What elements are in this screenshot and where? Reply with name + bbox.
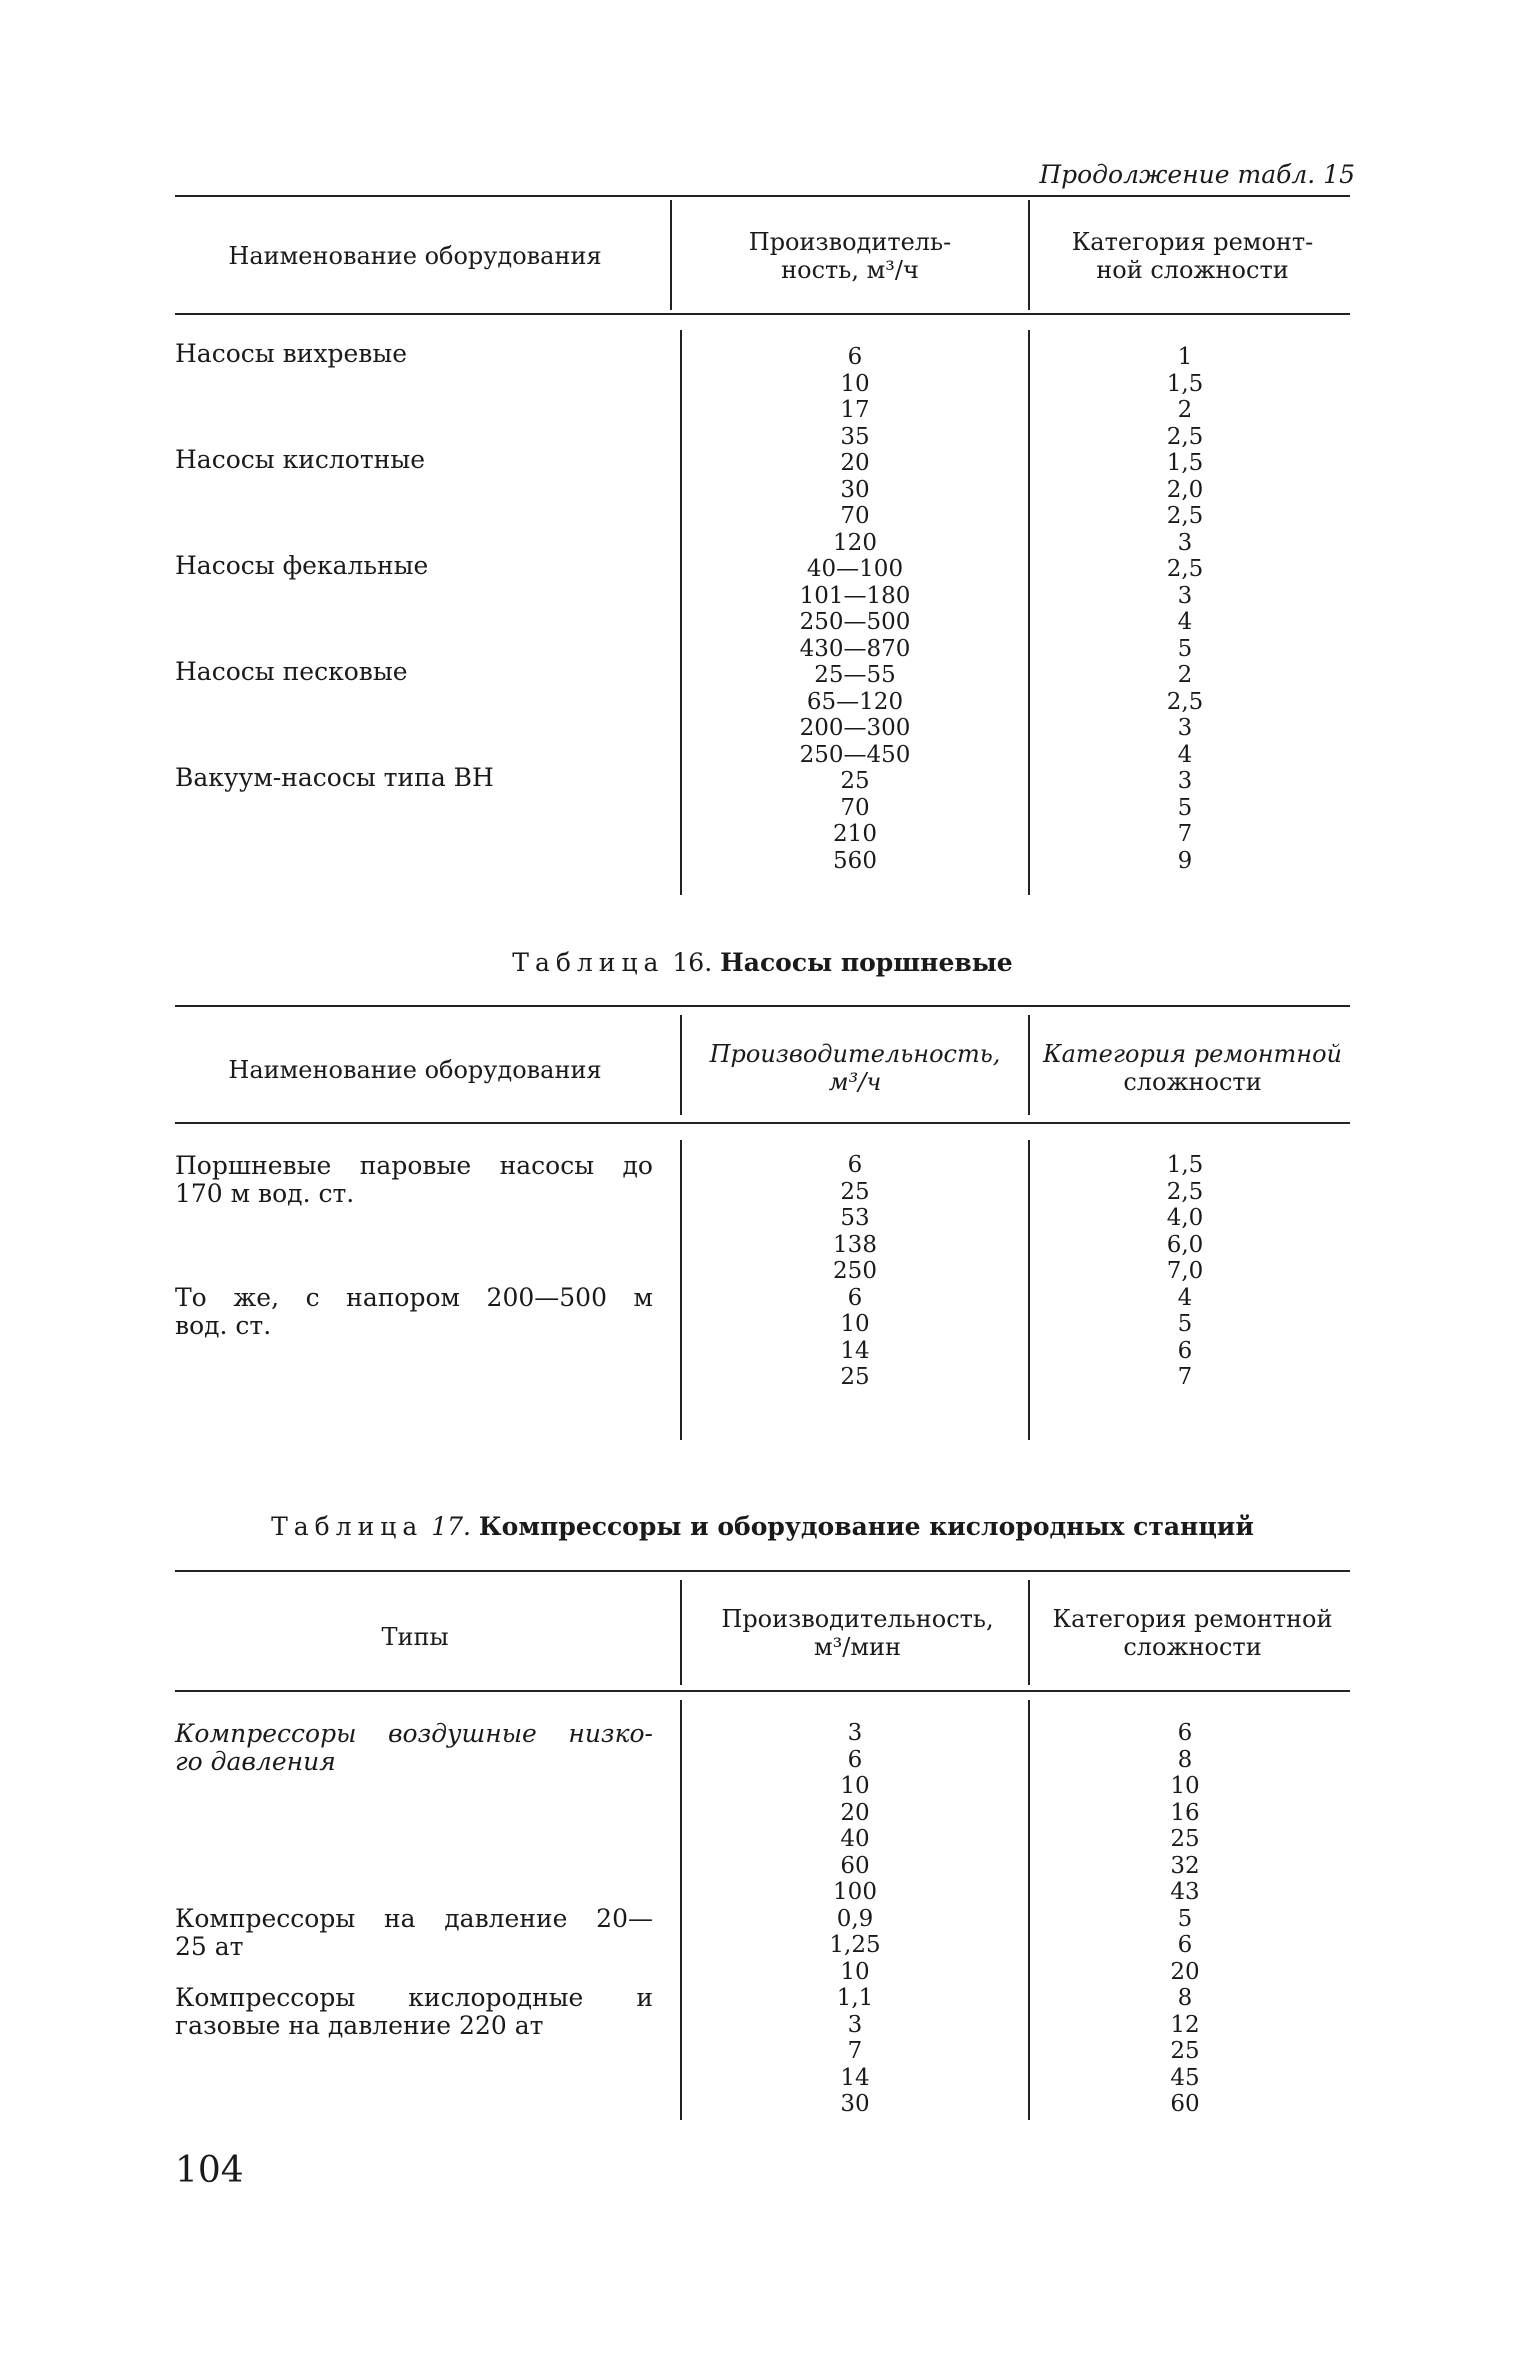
column-divider: [1028, 1015, 1030, 1115]
group-name-line1: Компрессоры на давление 20—: [175, 1904, 653, 1933]
capacity-value: 6: [847, 1152, 863, 1178]
category-value: 1: [1177, 344, 1193, 370]
category-value: 12: [1170, 2011, 1200, 2038]
category-column: [1135, 1720, 1235, 2118]
column-divider: [680, 1140, 682, 1440]
capacity-value: 1,25: [829, 1932, 881, 1958]
header-capacity-line2: ность, м³/ч: [781, 256, 919, 284]
group-name-line2: вод. ст.: [175, 1311, 272, 1340]
capacity-value: 10: [840, 370, 870, 397]
column-divider: [1028, 330, 1030, 895]
category-value: 60: [1170, 2091, 1200, 2117]
capacity-value: 200—300: [799, 715, 911, 741]
header-category-line2: сложности: [1123, 1068, 1262, 1096]
header-capacity: [690, 228, 1010, 284]
category-value: 3: [1177, 529, 1193, 556]
group-name-line1: То же, с напором 200—500 м: [175, 1283, 653, 1312]
capacity-value: 10: [840, 1311, 870, 1337]
capacity-value: 560: [833, 847, 877, 874]
header-category: [1035, 228, 1350, 284]
category-value: 2: [1177, 397, 1193, 423]
table-caption: Компрессоры и оборудование кислородных станций: [478, 1512, 1254, 1541]
group-name-line2: 170 м вод. ст.: [175, 1179, 355, 1208]
table-label: Таблица: [271, 1512, 424, 1541]
category-value: 4: [1177, 1284, 1193, 1311]
category-value: 8: [1177, 1985, 1193, 2011]
group-name: Насосы фекальные: [175, 551, 429, 580]
category-value: 5: [1177, 1905, 1193, 1932]
group-name: [175, 1905, 653, 1961]
table-rule: [175, 195, 1350, 197]
capacity-value: 70: [840, 794, 870, 821]
capacity-value: 40—100: [806, 556, 904, 582]
category-value: 3: [1177, 768, 1193, 794]
category-value: 5: [1177, 1311, 1193, 1337]
column-divider: [680, 330, 682, 895]
capacity-value: 10: [840, 1958, 870, 1985]
header-category-line1: Категория ремонт-: [1071, 228, 1314, 256]
header-capacity: [690, 1605, 1025, 1661]
category-value: 7: [1177, 821, 1193, 847]
category-value: 1,5: [1166, 370, 1204, 397]
category-value: 6: [1177, 1932, 1193, 1958]
capacity-value: 20: [840, 450, 870, 476]
category-value: 16: [1170, 1799, 1200, 1826]
category-value: 4: [1177, 609, 1193, 635]
table-rule: [175, 1690, 1350, 1692]
category-value: 6: [1177, 1720, 1193, 1746]
table-rule: [175, 313, 1350, 315]
header-name: Наименование оборудования: [228, 242, 602, 270]
capacity-value: 250—450: [799, 741, 911, 768]
group-name-line2: 25 ат: [175, 1932, 244, 1961]
category-column: [1135, 1152, 1235, 1391]
capacity-value: 17: [840, 397, 870, 423]
capacity-value: 101—180: [799, 582, 911, 609]
group-name: Насосы песковые: [175, 657, 408, 686]
group-name: [175, 1720, 653, 1776]
category-value: 2,5: [1166, 688, 1204, 715]
capacity-value: 138: [833, 1231, 877, 1258]
capacity-value: 60: [840, 1852, 870, 1879]
category-value: 25: [1170, 1826, 1200, 1852]
category-value: 20: [1170, 1958, 1200, 1985]
category-value: 4: [1177, 741, 1193, 768]
group-name-line1: Компрессоры кислородные и: [175, 1983, 653, 2012]
header-capacity-line2: м³/ч: [828, 1068, 882, 1096]
column-divider: [1028, 1140, 1030, 1440]
category-value: 3: [1177, 715, 1193, 741]
group-name: [175, 1152, 653, 1208]
category-value: 6: [1177, 1337, 1193, 1364]
table-label: Таблица: [512, 948, 665, 977]
header-capacity-line2: м³/мин: [813, 1633, 902, 1661]
table-rule: [175, 1570, 1350, 1572]
header-category: [1035, 1040, 1350, 1096]
category-value: 8: [1177, 1746, 1193, 1773]
table-17-title: [175, 1512, 1350, 1541]
capacity-value: 1,1: [836, 1985, 874, 2011]
table-rule: [175, 1005, 1350, 1007]
header-name: Наименование оборудования: [228, 1056, 602, 1084]
table-16-title: [175, 948, 1350, 977]
column-divider: [680, 1580, 682, 1685]
column-divider: [1028, 1700, 1030, 2120]
header-capacity-line1: Производительность,: [709, 1040, 1001, 1068]
category-value: 7: [1177, 1364, 1193, 1390]
table-rule: [175, 1122, 1350, 1124]
column-divider: [680, 1700, 682, 2120]
capacity-value: 30: [840, 2091, 870, 2117]
capacity-value: 35: [840, 423, 870, 450]
category-value: 6,0: [1166, 1231, 1204, 1258]
table-number: 17.: [431, 1512, 471, 1541]
capacity-value: 25—55: [814, 662, 896, 688]
category-value: 2: [1177, 662, 1193, 688]
capacity-value: 14: [840, 1337, 870, 1364]
column-divider: [1028, 1580, 1030, 1685]
capacity-value: 120: [833, 529, 877, 556]
header-capacity-line1: Производительность,: [721, 1605, 994, 1633]
category-value: 25: [1170, 2038, 1200, 2064]
group-name-line2: го давления: [175, 1747, 336, 1776]
capacity-value: 100: [833, 1879, 877, 1905]
capacity-value: 10: [840, 1773, 870, 1799]
group-name: [175, 1284, 653, 1340]
category-value: 43: [1170, 1879, 1200, 1905]
column-divider: [680, 1015, 682, 1115]
capacity-value: 7: [847, 2038, 863, 2064]
header-category-line2: ной сложности: [1096, 256, 1289, 284]
header-name: Типы: [381, 1623, 449, 1651]
capacity-column: [690, 344, 1020, 874]
category-value: 2,5: [1166, 1178, 1204, 1205]
header-category-line1: Категория ремонтной: [1052, 1605, 1333, 1633]
capacity-value: 65—120: [806, 688, 904, 715]
category-value: 4,0: [1166, 1205, 1204, 1231]
capacity-value: 210: [833, 821, 877, 847]
group-name: Насосы кислотные: [175, 445, 426, 474]
category-value: 2,0: [1166, 476, 1204, 503]
category-value: 9: [1177, 847, 1193, 874]
category-column: [1135, 344, 1235, 874]
table-caption: Насосы поршневые: [720, 948, 1013, 977]
capacity-value: 3: [847, 1720, 863, 1746]
category-value: 5: [1177, 794, 1193, 821]
category-value: 2,5: [1166, 503, 1204, 529]
capacity-value: 30: [840, 476, 870, 503]
group-name: Насосы вихревые: [175, 339, 408, 368]
header-category-line2: сложности: [1123, 1633, 1262, 1661]
category-value: 7,0: [1166, 1258, 1204, 1284]
header-category: [1035, 1605, 1350, 1661]
category-value: 5: [1177, 635, 1193, 662]
capacity-value: 6: [847, 344, 863, 370]
page-number: 104: [175, 2150, 244, 2191]
category-value: 2,5: [1166, 423, 1204, 450]
capacity-value: 25: [840, 768, 870, 794]
capacity-value: 250—500: [799, 609, 911, 635]
group-name: [175, 1984, 653, 2040]
category-value: 10: [1170, 1773, 1200, 1799]
header-capacity-line1: Производитель-: [748, 228, 952, 256]
capacity-value: 40: [840, 1826, 870, 1852]
capacity-value: 70: [840, 503, 870, 529]
category-value: 32: [1170, 1852, 1200, 1879]
capacity-column: [690, 1720, 1020, 2118]
category-value: 1,5: [1166, 450, 1204, 476]
header-capacity: [690, 1040, 1020, 1096]
group-name-line1: Компрессоры воздушные низко-: [175, 1719, 653, 1748]
group-name-line1: Поршневые паровые насосы до: [175, 1151, 653, 1180]
column-divider: [670, 200, 672, 310]
capacity-value: 25: [840, 1364, 870, 1390]
capacity-value: 0,9: [836, 1905, 874, 1932]
continuation-note: Продолжение табл. 15: [1039, 160, 1355, 189]
capacity-value: 250: [833, 1258, 877, 1284]
capacity-value: 25: [840, 1178, 870, 1205]
capacity-value: 20: [840, 1799, 870, 1826]
capacity-value: 53: [840, 1205, 870, 1231]
header-category-line1: Категория ремонтной: [1043, 1040, 1342, 1068]
column-divider: [1028, 200, 1030, 310]
category-value: 2,5: [1166, 556, 1204, 582]
category-value: 1,5: [1166, 1152, 1204, 1178]
category-value: 3: [1177, 582, 1193, 609]
capacity-value: 6: [847, 1746, 863, 1773]
table-number: 16.: [672, 948, 713, 977]
capacity-value: 3: [847, 2011, 863, 2038]
category-value: 45: [1170, 2064, 1200, 2091]
capacity-value: 14: [840, 2064, 870, 2091]
capacity-value: 6: [847, 1284, 863, 1311]
capacity-column: [690, 1152, 1020, 1391]
group-name: Вакуум-насосы типа ВН: [175, 763, 494, 792]
capacity-value: 430—870: [799, 635, 911, 662]
group-name-line2: газовые на давление 220 ат: [175, 2011, 544, 2040]
